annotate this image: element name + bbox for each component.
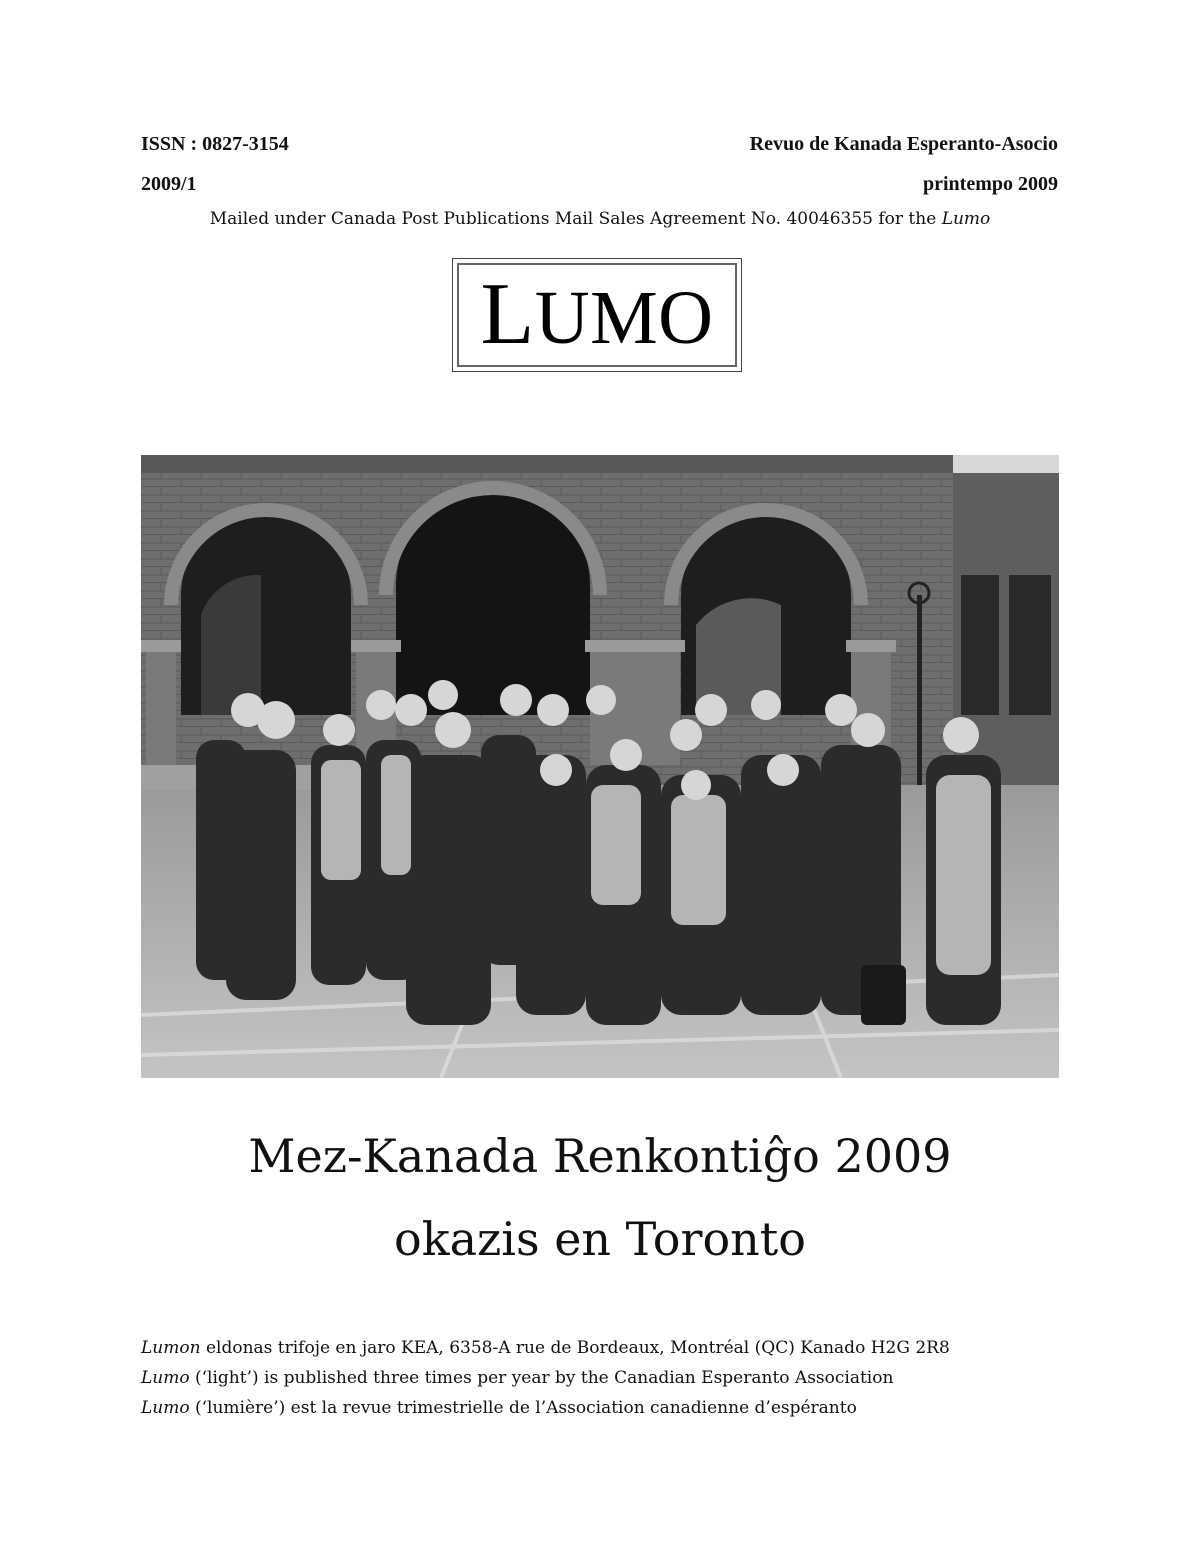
- masthead-inner-frame: [457, 263, 737, 367]
- footer-line-english: [141, 1366, 893, 1390]
- issue-number: 2009/1: [141, 173, 197, 195]
- footer-line-3-title: Lumo: [141, 1398, 190, 1418]
- masthead-title: [480, 265, 714, 363]
- issue-season: printempo 2009: [923, 173, 1058, 195]
- footer-line-2-title: Lumo: [141, 1368, 190, 1388]
- headline-line-1: Mez-Kanada Renkontiĝo 2009: [248, 1129, 952, 1183]
- masthead-title-initial: L: [480, 265, 535, 363]
- footer-line-1-title: Lumon: [141, 1338, 201, 1358]
- issn-number: ISSN : 0827-3154: [141, 133, 289, 155]
- masthead-title-rest: UMO: [534, 275, 714, 360]
- mailing-notice-text: Mailed under Canada Post Publications Mail Sales Agreement No. 40046355 for the: [209, 209, 942, 229]
- cover-photo: [141, 455, 1059, 1078]
- mailing-notice-title: Lumo: [941, 209, 991, 229]
- publisher-name: Revuo de Kanada Esperanto-Asocio: [749, 133, 1058, 155]
- footer-line-french: [141, 1396, 857, 1420]
- footer-line-2-text: (‘light’) is published three times per year by the Canadian Esperanto Association: [189, 1368, 894, 1388]
- mailing-notice: [0, 208, 1200, 230]
- headline-line-2: okazis en Toronto: [394, 1212, 806, 1266]
- masthead-frame: [452, 258, 742, 372]
- footer-line-1-text: eldonas trifoje en jaro KEA, 6358-A rue de Bordeaux, Montréal (QC) Kanado H2G 2R8: [200, 1338, 950, 1358]
- group-photo-illustration: [141, 455, 1059, 1078]
- footer-line-esperanto: [141, 1336, 950, 1360]
- footer-line-3-text: (‘lumière’) est la revue trimestrielle de l’Association canadienne d’espéranto: [189, 1398, 857, 1418]
